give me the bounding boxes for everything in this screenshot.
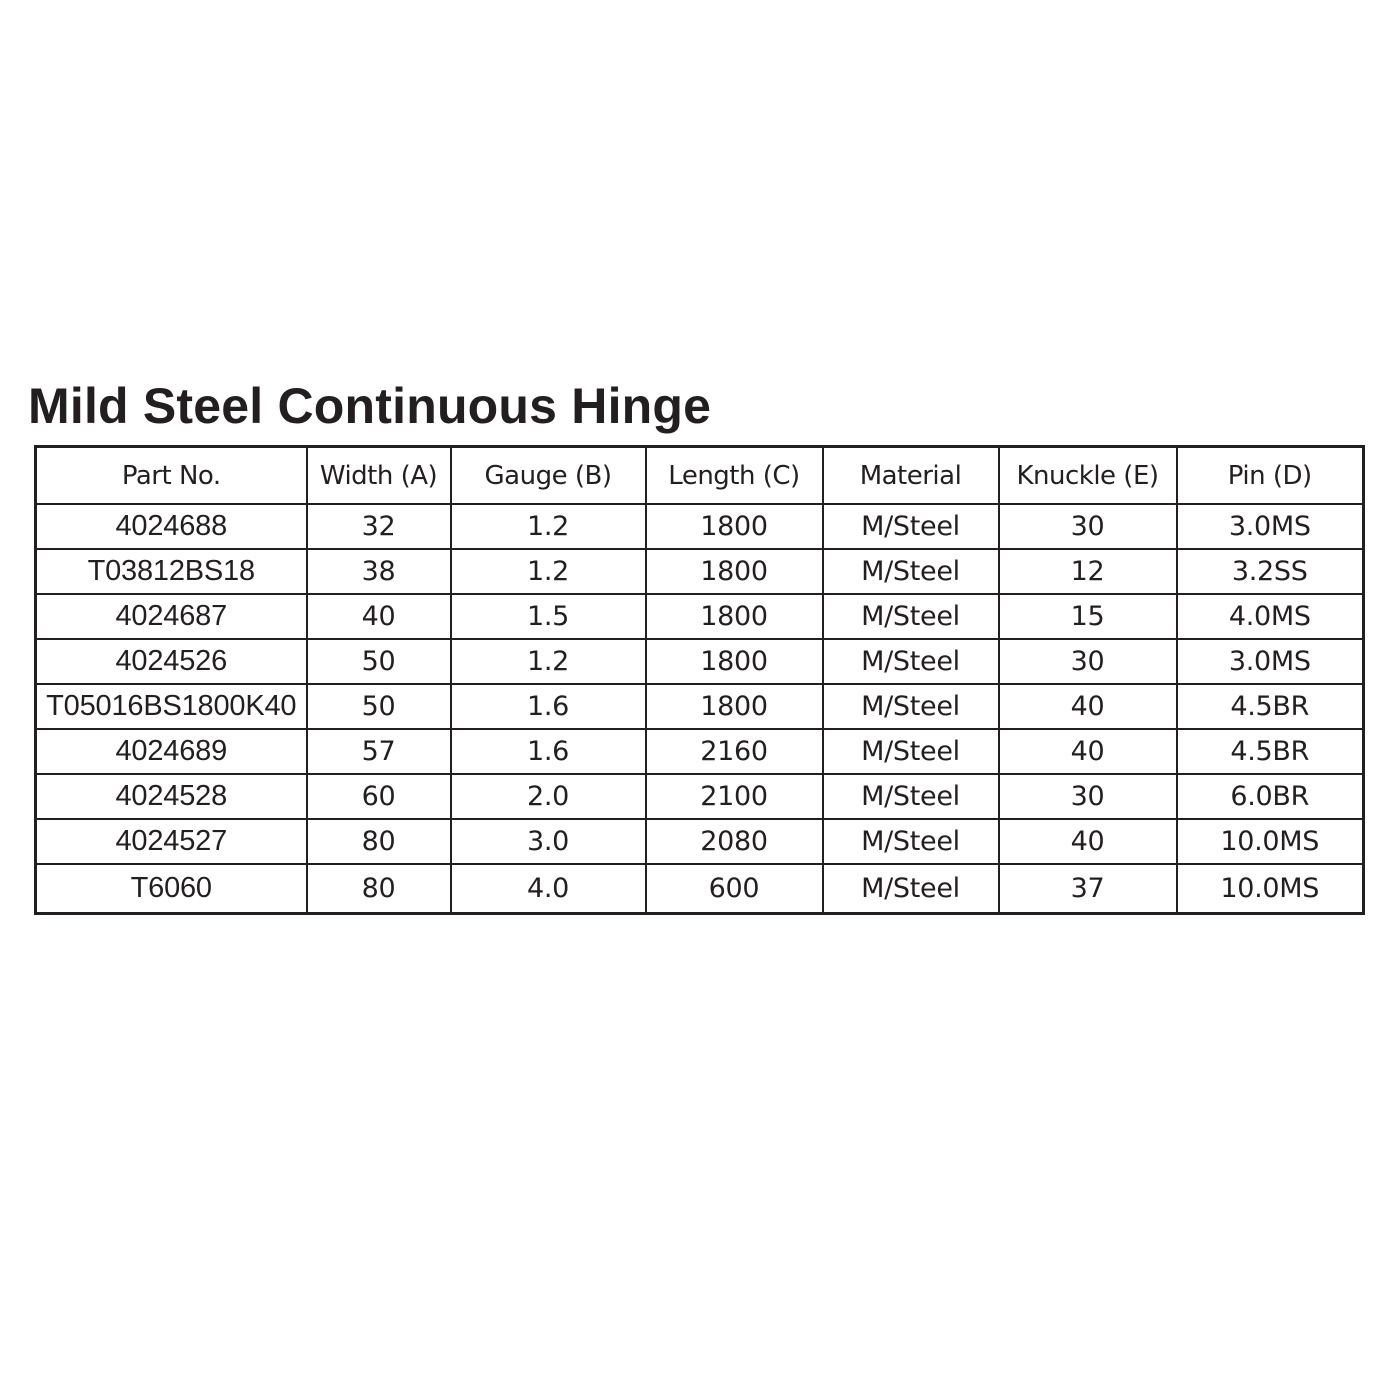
gauge-cell: 1.5 — [451, 594, 646, 639]
part-no-cell: 4024528 — [36, 774, 307, 819]
gauge-cell: 4.0 — [451, 864, 646, 914]
table-row — [36, 549, 1364, 594]
knuckle-cell: 30 — [999, 774, 1177, 819]
knuckle-cell: 30 — [999, 639, 1177, 684]
length-cell: 2080 — [646, 819, 823, 864]
gauge-cell: 1.2 — [451, 504, 646, 549]
length-cell: 1800 — [646, 504, 823, 549]
column-header-width: Width (A) — [307, 447, 451, 505]
column-header-material: Material — [823, 447, 999, 505]
part-no-cell: T03812BS18 — [36, 549, 307, 594]
column-header-knuckle: Knuckle (E) — [999, 447, 1177, 505]
knuckle-cell: 30 — [999, 504, 1177, 549]
material-cell: M/Steel — [823, 774, 999, 819]
part-no-cell: 4024687 — [36, 594, 307, 639]
knuckle-cell: 40 — [999, 729, 1177, 774]
gauge-cell: 2.0 — [451, 774, 646, 819]
width-cell: 32 — [307, 504, 451, 549]
column-header-length: Length (C) — [646, 447, 823, 505]
table-row — [36, 819, 1364, 864]
length-cell: 2160 — [646, 729, 823, 774]
material-cell: M/Steel — [823, 684, 999, 729]
knuckle-cell: 40 — [999, 819, 1177, 864]
gauge-cell: 1.2 — [451, 639, 646, 684]
table-row — [36, 774, 1364, 819]
width-cell: 80 — [307, 819, 451, 864]
table-header-row — [36, 447, 1364, 505]
table-row — [36, 639, 1364, 684]
knuckle-cell: 15 — [999, 594, 1177, 639]
gauge-cell: 1.6 — [451, 729, 646, 774]
page-title: Mild Steel Continuous Hinge — [28, 378, 712, 434]
material-cell: M/Steel — [823, 549, 999, 594]
pin-cell: 3.0MS — [1177, 504, 1364, 549]
width-cell: 50 — [307, 684, 451, 729]
width-cell: 40 — [307, 594, 451, 639]
gauge-cell: 1.2 — [451, 549, 646, 594]
column-header-part-no: Part No. — [36, 447, 307, 505]
table-row — [36, 594, 1364, 639]
pin-cell: 6.0BR — [1177, 774, 1364, 819]
column-header-gauge: Gauge (B) — [451, 447, 646, 505]
gauge-cell: 1.6 — [451, 684, 646, 729]
pin-cell: 10.0MS — [1177, 864, 1364, 914]
pin-cell: 4.5BR — [1177, 684, 1364, 729]
pin-cell: 10.0MS — [1177, 819, 1364, 864]
part-no-cell: 4024689 — [36, 729, 307, 774]
material-cell: M/Steel — [823, 594, 999, 639]
length-cell: 1800 — [646, 684, 823, 729]
part-no-cell: 4024688 — [36, 504, 307, 549]
material-cell: M/Steel — [823, 819, 999, 864]
pin-cell: 3.2SS — [1177, 549, 1364, 594]
material-cell: M/Steel — [823, 639, 999, 684]
width-cell: 80 — [307, 864, 451, 914]
pin-cell: 3.0MS — [1177, 639, 1364, 684]
length-cell: 1800 — [646, 639, 823, 684]
pin-cell: 4.5BR — [1177, 729, 1364, 774]
column-header-pin: Pin (D) — [1177, 447, 1364, 505]
hinge-spec-table — [34, 445, 1365, 915]
length-cell: 2100 — [646, 774, 823, 819]
material-cell: M/Steel — [823, 729, 999, 774]
width-cell: 60 — [307, 774, 451, 819]
knuckle-cell: 40 — [999, 684, 1177, 729]
width-cell: 50 — [307, 639, 451, 684]
pin-cell: 4.0MS — [1177, 594, 1364, 639]
part-no-cell: 4024527 — [36, 819, 307, 864]
knuckle-cell: 12 — [999, 549, 1177, 594]
part-no-cell: T05016BS1800K40 — [36, 684, 307, 729]
part-no-cell: T6060 — [36, 864, 307, 914]
material-cell: M/Steel — [823, 504, 999, 549]
table-row — [36, 504, 1364, 549]
gauge-cell: 3.0 — [451, 819, 646, 864]
material-cell: M/Steel — [823, 864, 999, 914]
length-cell: 1800 — [646, 549, 823, 594]
length-cell: 1800 — [646, 594, 823, 639]
knuckle-cell: 37 — [999, 864, 1177, 914]
width-cell: 38 — [307, 549, 451, 594]
part-no-cell: 4024526 — [36, 639, 307, 684]
table-row — [36, 684, 1364, 729]
table-row — [36, 864, 1364, 914]
width-cell: 57 — [307, 729, 451, 774]
length-cell: 600 — [646, 864, 823, 914]
table-row — [36, 729, 1364, 774]
